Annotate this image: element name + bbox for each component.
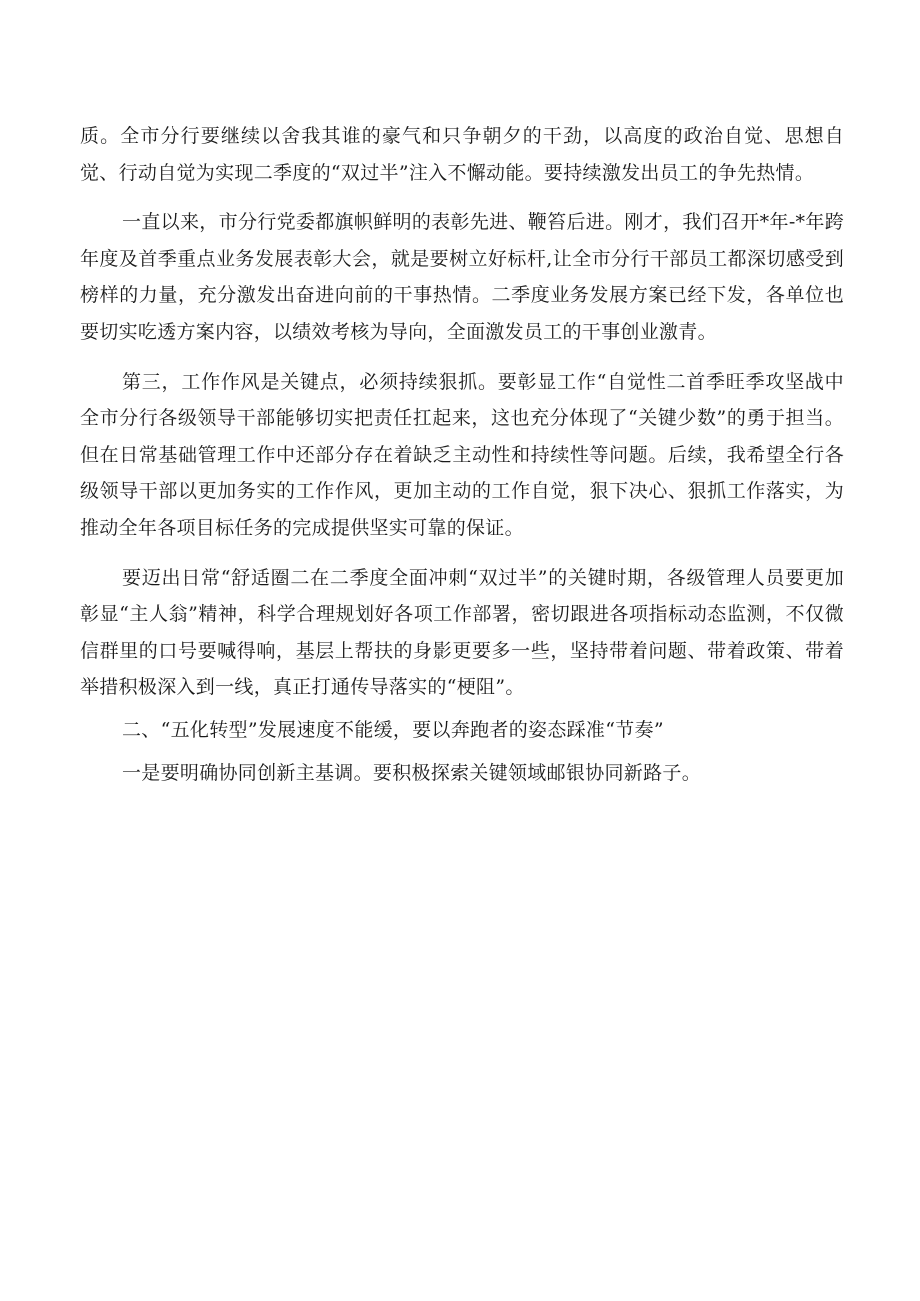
- document-page: [80, 118, 844, 791]
- paragraph-point-one: 一是要明确协同创新主基调。要积极探索关键领域邮银协同新路子。: [122, 761, 702, 784]
- section-heading: 二、“五化转型”发展速度不能缓，要以奔跑者的姿态踩准“节奏”: [122, 718, 664, 741]
- paragraph-continuation: 质。全市分行要继续以舍我其谁的豪气和只争朝夕的干劲，以高度的政治自觉、思想自觉、行动自觉为实现二季度的“双过半”注入不懈动能。要持续激发出员工的争先热情。: [80, 125, 844, 184]
- paragraph-commendation: 一直以来，市分行党委都旗帜鲜明的表彰先进、鞭笞后进。刚才，我们召开*年-*年跨年度及首季重点业务发展表彰大会，就是要树立好标杆,让全市分行干部员工都深切感受到榜样的力量，充分激发出奋进向前的干事热情。二季度业务发展方案已经下发，各单位也要切实吃透方案内容，以绩效考核为导向，全面激发员工的干事创业激青。: [80, 211, 844, 343]
- paragraph-comfort-zone: 要迈出日常“舒适圈二在二季度全面冲刺“双过半”的关键时期，各级管理人员要更加彰显“主人翁”精神，科学合理规划好各项工作部署，密切跟进各项指标动态监测，不仅微信群里的口号要喊得响，基层上帮扶的身影更要多一些，坚持带着问题、带着政策、带着举措积极深入到一线，真正打通传导落实的“梗阻”。: [80, 566, 844, 699]
- paragraph-work-style: 第三，工作作风是关键点，必须持续狠抓。要彰显工作“自觉性二首季旺季攻坚战中全市分行各级领导干部能够切实把责任扛起来，这也充分体现了“关键少数”的勇于担当。但在日常基础管理工作中还部分存在着缺乏主动性和持续性等问题。后续，我希望全行各级领导干部以更加务实的工作作风，更加主动的工作自觉，狠下决心、狠抓工作落实，为推动全年各项目标任务的完成提供坚实可靠的保证。: [80, 370, 844, 539]
